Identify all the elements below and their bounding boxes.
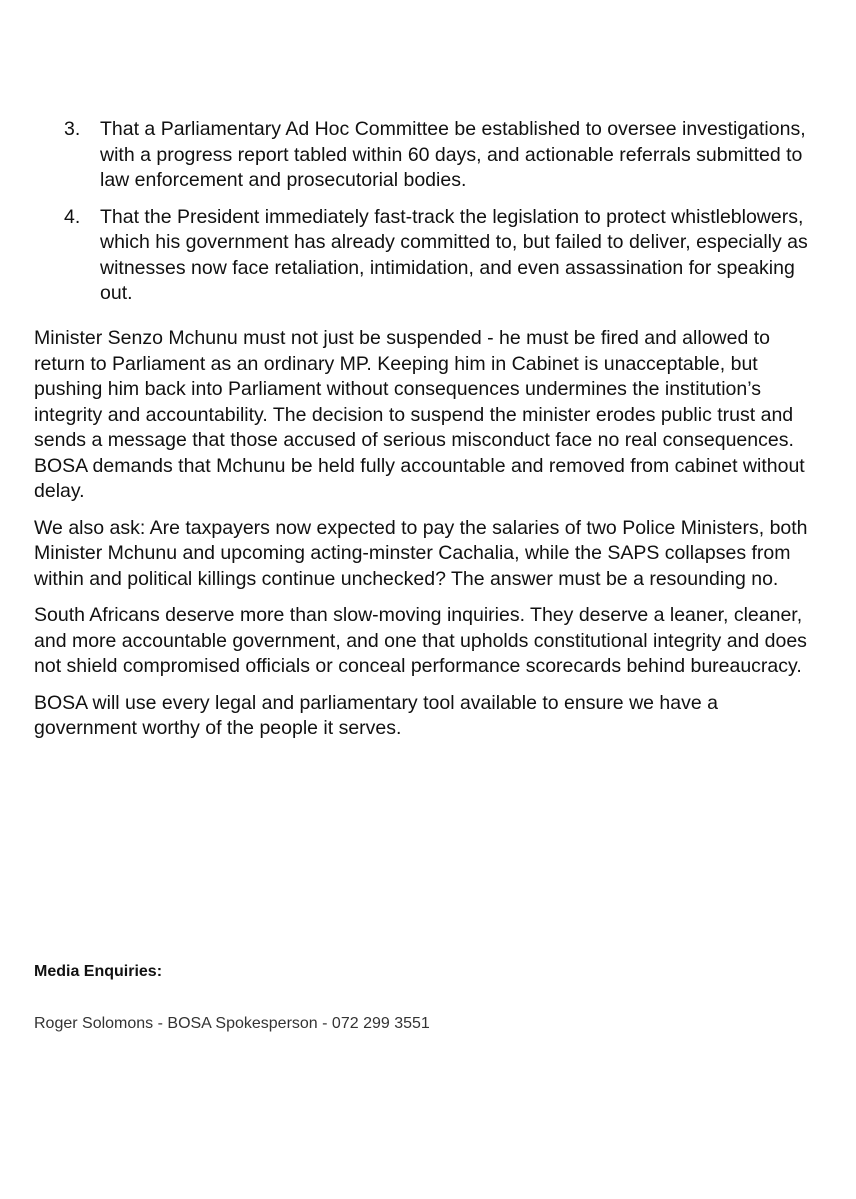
- paragraph-south-africans: South Africans deserve more than slow-moving inquiries. They deserve a leaner, cleaner, and more accountable government, and one that upholds constitutional integrity and does not shield compromised officials or conceal performance scorecards behind bureaucracy.: [34, 604, 807, 677]
- media-contact: Roger Solomons - BOSA Spokesperson - 072 299 3551: [34, 1015, 430, 1032]
- list-item-number: 4.: [64, 205, 81, 228]
- body-paragraphs: [34, 326, 826, 753]
- paragraph-taxpayers: We also ask: Are taxpayers now expected to pay the salaries of two Police Ministers, both Minister Mchunu and upcoming acting-minster Cachalia, while the SAPS collapses from within and political killings continue unchecked? The answer must be a resounding no.: [34, 516, 808, 590]
- list-item: [34, 205, 824, 307]
- list-item-text: That a Parliamentary Ad Hoc Committee be established to oversee investigations, with a progress report tabled within 60 days, and actionable referrals submitted to law enforcement and prosecutorial bodies.: [100, 118, 806, 191]
- list-item: [34, 117, 824, 194]
- list-item-text: That the President immediately fast-track the legislation to protect whistleblowers, which his government has already committed to, but failed to deliver, especially as witnesses now face retaliation, intimidation, and even assassination for speaking out.: [100, 205, 808, 304]
- media-enquiries-heading: Media Enquiries:: [34, 963, 163, 980]
- list-item-number: 3.: [64, 118, 81, 140]
- numbered-list: [34, 117, 824, 318]
- paragraph-mchunu: Minister Senzo Mchunu must not just be suspended - he must be fired and allowed to return to Parliament as an ordinary MP. Keeping him in Cabinet is unacceptable, but pushing him back into Parliament without consequences undermines the institution’s integrity and accountability. The decision to suspend the minister erodes public trust and sends a message that those accused of serious misconduct face no real consequences. BOSA demands that Mchunu be held fully accountable and removed from cabinet without delay.: [34, 327, 805, 502]
- paragraph-bosa-commitment: BOSA will use every legal and parliamentary tool available to ensure we have a government worthy of the people it serves.: [34, 691, 718, 739]
